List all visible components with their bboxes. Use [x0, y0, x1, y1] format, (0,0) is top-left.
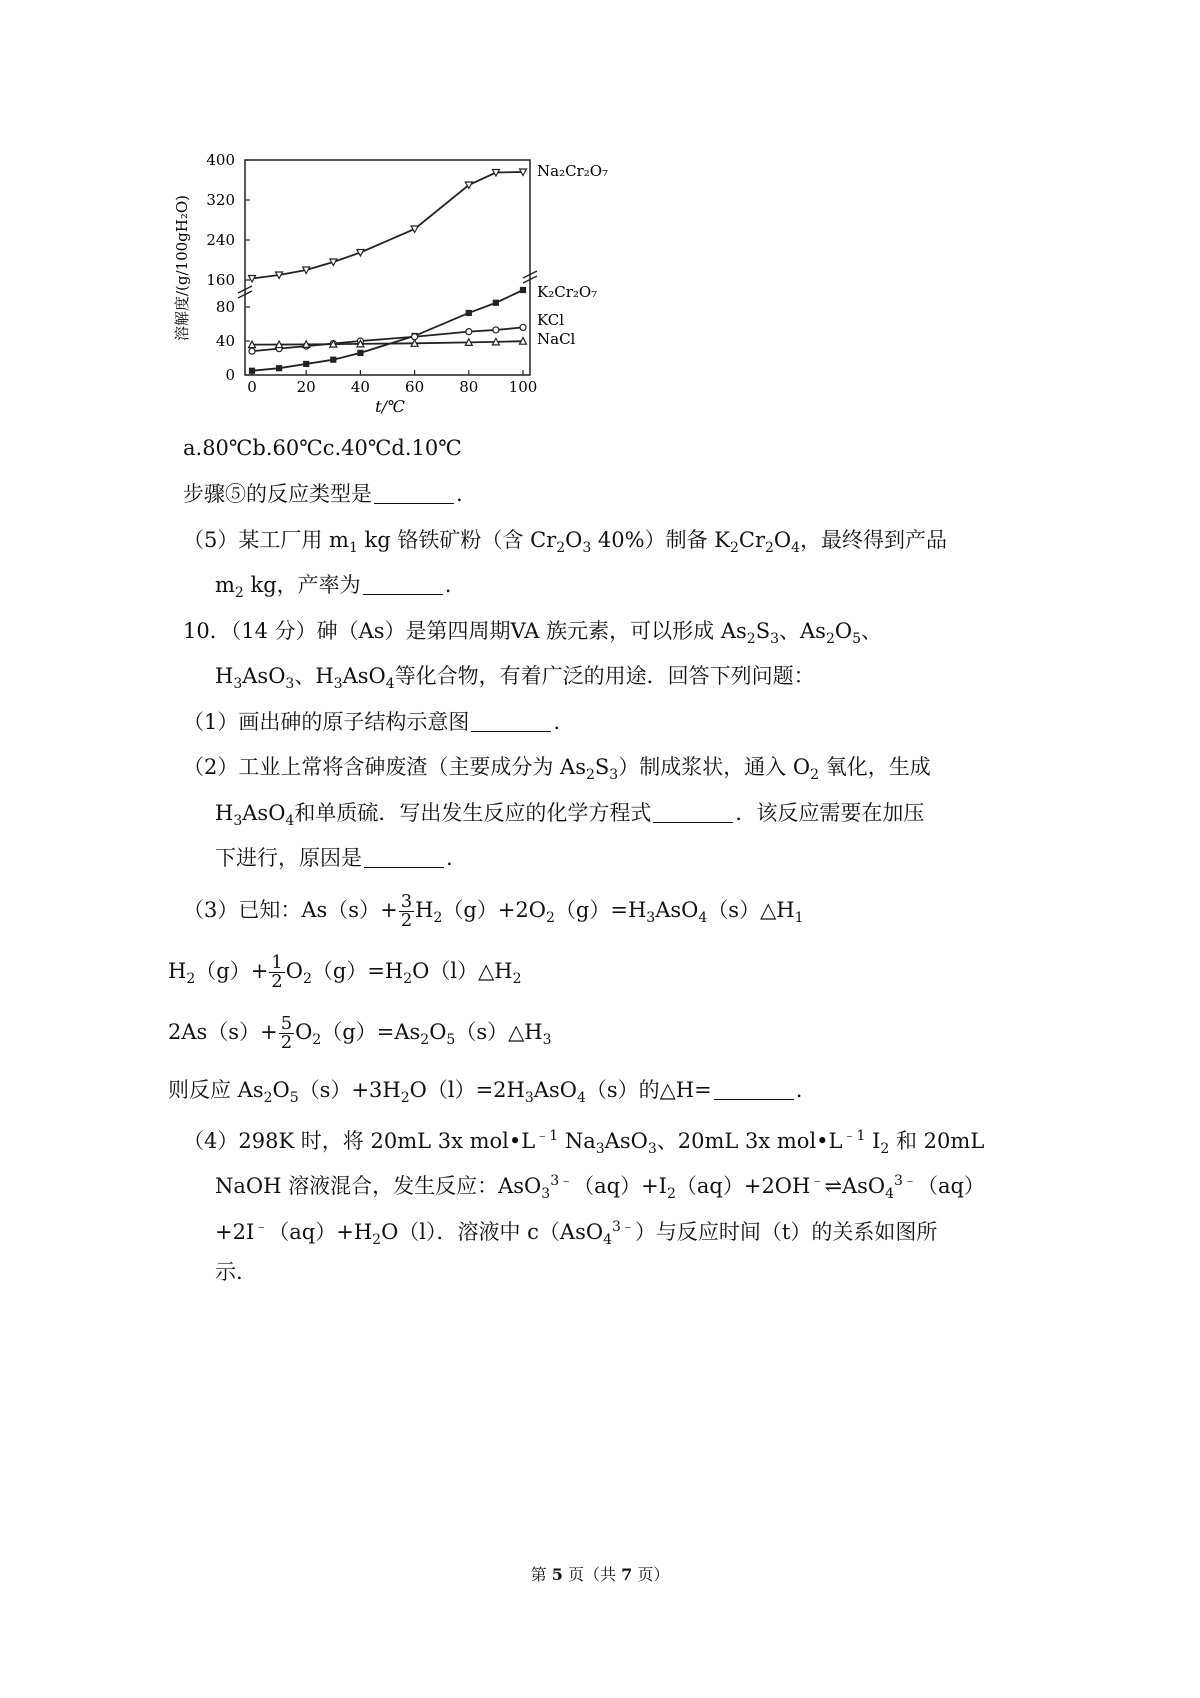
- subscript: 3: [233, 676, 243, 693]
- subscript: 4: [885, 1186, 895, 1203]
- fraction-denominator: 2: [271, 971, 283, 992]
- subscript: 2: [403, 971, 413, 988]
- subscript: 3: [541, 1186, 551, 1203]
- subscript: 2: [746, 631, 756, 648]
- series-line-2: [252, 327, 523, 351]
- subscript: 3: [609, 767, 619, 784]
- subscript: 4: [285, 813, 295, 830]
- text-span: （g）+: [195, 959, 269, 983]
- text-span: ）制成浆状，通入 O: [618, 755, 811, 779]
- y-tick-label: 160: [206, 271, 235, 289]
- text-span: （aq）: [916, 1174, 985, 1198]
- data-point: [250, 368, 255, 373]
- subscript: 1: [794, 910, 804, 927]
- question-10-2-line3: [215, 843, 453, 873]
- text-span: O: [565, 528, 583, 552]
- text-span: （g）=As: [321, 1020, 421, 1044]
- subscript: 5: [446, 1032, 456, 1049]
- text-span: 等化合物，有着广泛的用途．回答下列问题：: [394, 664, 815, 688]
- text-span: 10．（14 分）砷（As）是第四周期VA 族元素，可以形成 As: [183, 619, 747, 643]
- subscript: 2: [234, 585, 244, 602]
- text-span: .: [795, 1078, 803, 1102]
- question-10-4-line4: [215, 1257, 243, 1287]
- text-span: （2）工业上常将含砷废渣（主要成分为 As: [183, 755, 586, 779]
- subscript: 2: [546, 910, 555, 927]
- fraction: [269, 954, 284, 991]
- subscript: 2: [825, 631, 835, 648]
- options-text: a.80℃b.60℃c.40℃d.10℃: [183, 436, 462, 460]
- answer-blank: [471, 711, 551, 732]
- footer-text: 第: [530, 1565, 552, 1584]
- subscript: 3: [542, 1032, 552, 1049]
- legend-label-na2cr2o7: Na₂Cr₂O₇: [537, 162, 609, 180]
- text-span: （s）△H: [455, 1020, 543, 1044]
- superscript: 3﹣: [612, 1219, 635, 1235]
- text-span: （4）298K 时，将 20mL 3x mol•L: [183, 1129, 536, 1153]
- text-span: H: [215, 801, 234, 825]
- y-tick-label: 240: [206, 231, 235, 249]
- subscript: 2: [880, 1141, 890, 1158]
- subscript: 2: [765, 540, 774, 557]
- fraction: [399, 893, 414, 930]
- subscript: 2: [372, 1232, 382, 1249]
- question-10-4-line1: [183, 1121, 984, 1164]
- data-point: [358, 350, 363, 355]
- question-5-line1: [183, 525, 947, 563]
- subscript: 2: [810, 767, 820, 784]
- legend-label-kcl: KCl: [537, 311, 565, 329]
- text-span: ）与反应时间（t）的关系如图所: [634, 1220, 938, 1244]
- equation-3: [168, 1015, 552, 1055]
- text-span: Cr: [738, 528, 765, 552]
- data-point: [466, 329, 472, 335]
- text-span: 2As（s）+: [168, 1020, 278, 1044]
- equation-4: [168, 1075, 802, 1113]
- text-span: S: [594, 755, 610, 779]
- y-tick-label: 80: [215, 298, 235, 316]
- question-10-2-line1: [183, 752, 931, 790]
- subscript: 4: [791, 540, 801, 557]
- subscript: 2: [186, 971, 196, 988]
- text-span: AsO: [533, 1078, 577, 1102]
- text-span: （s）的△H=: [585, 1078, 712, 1102]
- x-tick-label: 20: [296, 378, 316, 396]
- subscript: 2: [302, 971, 312, 988]
- text-span: O: [773, 528, 792, 552]
- text-span: O: [285, 959, 303, 983]
- text-span: H: [415, 898, 434, 922]
- text-span: O（l）=2H: [409, 1078, 525, 1102]
- y-tick-label: 0: [225, 366, 235, 384]
- subscript: 2: [556, 540, 566, 557]
- x-axis-label: t/℃: [375, 397, 405, 416]
- text-span: ，最终得到产品: [800, 528, 948, 552]
- text-span: （g）=H: [554, 898, 647, 922]
- text-span: 和 20mL: [889, 1129, 985, 1153]
- x-tick-label: 60: [405, 378, 425, 396]
- subscript: 2: [585, 767, 595, 784]
- text-span: （aq）+2OH: [675, 1174, 811, 1198]
- text-span: （5）某工厂用 m: [183, 528, 349, 552]
- fraction-numerator: 1: [271, 952, 283, 973]
- text-span: +2I: [215, 1220, 255, 1244]
- y-tick-label: 320: [206, 191, 235, 209]
- series-line-3: [252, 341, 523, 344]
- superscript: ﹣1: [535, 1128, 559, 1144]
- subscript: 3: [285, 676, 295, 693]
- data-point: [493, 300, 498, 305]
- superscript: ﹣: [254, 1219, 269, 1235]
- text-span: O: [834, 619, 853, 643]
- text-span: H: [215, 664, 234, 688]
- subscript: 2: [420, 1032, 430, 1049]
- subscript: 2: [433, 910, 443, 927]
- fraction: [279, 1015, 294, 1052]
- text-span: .: [444, 573, 452, 597]
- y-axis-label: 溶解度/(g/100gH₂O): [173, 194, 191, 342]
- subscript: 3: [770, 631, 779, 648]
- text-span: NaOH 溶液混合，发生反应：AsO: [215, 1174, 542, 1198]
- footer-text: 页）: [632, 1565, 670, 1584]
- y-tick-label: 40: [215, 332, 235, 350]
- options-line: [183, 433, 462, 463]
- data-point: [520, 324, 526, 330]
- subscript: 3: [333, 676, 343, 693]
- subscript: 3: [582, 540, 592, 557]
- text-span: （g）=H: [311, 959, 404, 983]
- subscript: 4: [385, 676, 395, 693]
- x-tick-label: 0: [247, 378, 257, 396]
- question-10-line1: [183, 616, 882, 654]
- page-number: 5: [551, 1565, 563, 1584]
- legend-label-k2cr2o7: K₂Cr₂O₇: [537, 283, 598, 301]
- subscript: 1: [348, 540, 358, 557]
- text-span: 则反应 As: [168, 1078, 264, 1102]
- text-span: AsO: [342, 664, 386, 688]
- x-tick-label: 40: [350, 378, 370, 396]
- y-tick-label: 400: [206, 151, 235, 169]
- legend-label-nacl: NaCl: [537, 330, 576, 348]
- subscript: 3: [595, 1141, 605, 1158]
- x-tick-label: 100: [508, 378, 538, 396]
- subscript: 3: [233, 813, 243, 830]
- text-span: ．该反应需要在加压: [735, 801, 925, 825]
- superscript: 3﹣: [894, 1173, 917, 1189]
- text-span: 步骤⑤的反应类型是: [183, 482, 372, 506]
- equation-2: [168, 954, 522, 994]
- answer-blank: [714, 1079, 794, 1100]
- text-span: O: [272, 1078, 290, 1102]
- text-span: O: [295, 1020, 313, 1044]
- step5-question: [183, 479, 463, 509]
- text-span: 、: [861, 619, 883, 643]
- answer-blank: [363, 574, 443, 595]
- subscript: 3: [647, 1141, 657, 1158]
- superscript: ﹣1: [842, 1128, 866, 1144]
- text-span: O: [429, 1020, 447, 1044]
- text-span: kg，产率为: [243, 573, 361, 597]
- question-5-line2: [215, 570, 451, 608]
- fraction-numerator: 5: [280, 1013, 293, 1034]
- subscript: 4: [576, 1090, 586, 1107]
- question-10-line2: [215, 661, 815, 699]
- text-span: （aq）+H: [268, 1220, 373, 1244]
- question-10-4-line3: [215, 1212, 937, 1255]
- text-span: 示.: [215, 1260, 243, 1284]
- text-span: m: [215, 573, 235, 597]
- text-span: 、As: [779, 619, 826, 643]
- text-span: kg 铬铁矿粉（含 Cr: [357, 528, 557, 552]
- text-span: .: [553, 710, 561, 734]
- page-total: 7: [621, 1565, 633, 1584]
- question-10-3-eq1: [183, 893, 803, 933]
- subscript: 4: [603, 1232, 613, 1249]
- subscript: 2: [312, 1032, 322, 1049]
- text-span: O（l）．溶液中 c（AsO: [381, 1220, 604, 1244]
- footer-text: 页（共: [562, 1565, 622, 1584]
- text-span: 、20mL 3x mol•L: [656, 1129, 843, 1153]
- text-span: 和单质硫．写出发生反应的化学方程式: [294, 801, 652, 825]
- data-point: [493, 327, 499, 333]
- fraction-numerator: 3: [400, 891, 413, 912]
- text-span: 氧化，生成: [819, 755, 931, 779]
- subscript: 4: [698, 910, 708, 927]
- subscript: 2: [666, 1186, 676, 1203]
- text-span: 40%）制备 K: [591, 528, 730, 552]
- text-span: .: [446, 846, 453, 870]
- text-span: O（l）△H: [412, 959, 513, 983]
- text-span: （3）已知：As（s）+: [183, 898, 398, 922]
- subscript: 2: [512, 971, 522, 988]
- fraction-denominator: 2: [400, 910, 413, 931]
- x-tick-label: 80: [459, 378, 479, 396]
- text-span: .: [456, 482, 463, 506]
- subscript: 5: [852, 631, 862, 648]
- data-point: [277, 366, 282, 371]
- text-span: 下进行，原因是: [215, 846, 362, 870]
- subscript: 2: [729, 540, 739, 557]
- subscript: 3: [646, 910, 656, 927]
- text-span: （aq）+I: [573, 1174, 667, 1198]
- text-span: Na: [558, 1129, 596, 1153]
- text-span: S: [755, 619, 771, 643]
- text-span: I: [865, 1129, 881, 1153]
- series-line-0: [252, 172, 523, 279]
- data-point: [249, 348, 255, 354]
- text-span: （s）△H: [707, 898, 795, 922]
- data-point: [466, 310, 471, 315]
- answer-blank: [364, 847, 444, 868]
- answer-blank: [653, 802, 733, 823]
- text-span: ⇌AsO: [824, 1174, 886, 1198]
- text-span: 、H: [294, 664, 334, 688]
- text-span: AsO: [604, 1129, 648, 1153]
- page-footer: [0, 1562, 1200, 1585]
- data-point: [331, 357, 336, 362]
- question-10-1: [183, 707, 560, 737]
- superscript: 3﹣: [550, 1173, 574, 1189]
- text-span: （1）画出砷的原子结构示意图: [183, 710, 470, 734]
- question-10-2-line2: [215, 798, 924, 836]
- text-span: H: [168, 959, 187, 983]
- text-span: AsO: [655, 898, 699, 922]
- superscript: ﹣: [810, 1173, 825, 1189]
- data-point: [521, 288, 526, 293]
- subscript: 2: [400, 1090, 410, 1107]
- subscript: 5: [289, 1090, 299, 1107]
- text-span: AsO: [242, 801, 286, 825]
- question-10-4-line2: [215, 1166, 985, 1209]
- subscript: 2: [263, 1090, 273, 1107]
- text-span: （g）+2O: [442, 898, 547, 922]
- subscript: 3: [524, 1090, 534, 1107]
- data-point: [304, 361, 309, 366]
- solubility-chart: [173, 150, 609, 440]
- text-span: AsO: [242, 664, 286, 688]
- answer-blank: [374, 483, 454, 504]
- text-span: （s）+3H: [298, 1078, 401, 1102]
- fraction-denominator: 2: [280, 1032, 293, 1053]
